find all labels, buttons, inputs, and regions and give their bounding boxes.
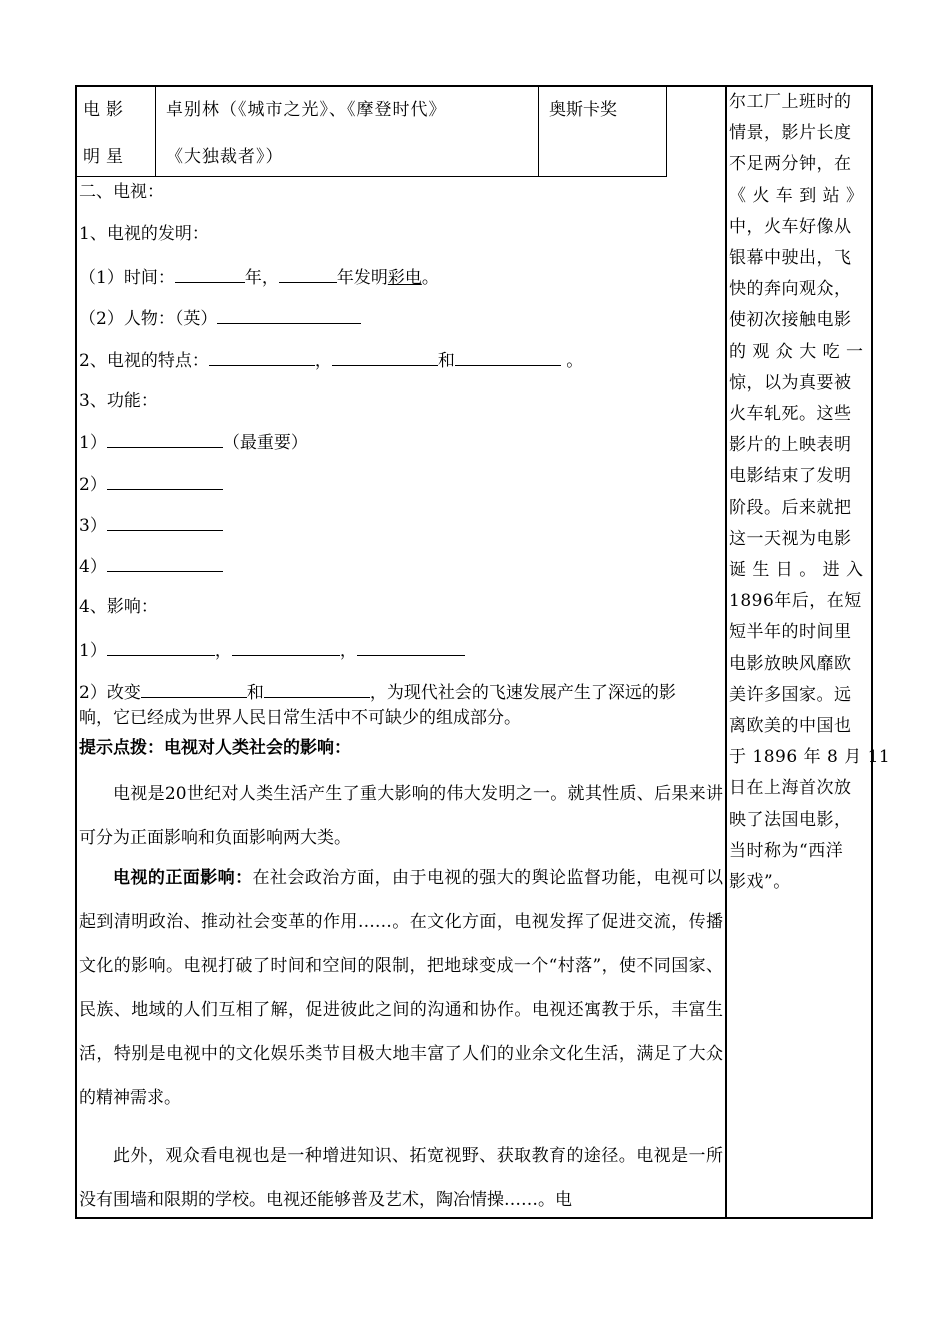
end-period: 。: [560, 351, 584, 371]
inf2-blank-2[interactable]: [264, 679, 370, 698]
func3-prefix: 3）: [79, 516, 107, 536]
and-word: 和: [437, 351, 455, 371]
sidebar-line: 惊，以为真要被: [729, 372, 852, 393]
sidebar-line: 影戏”。: [729, 872, 791, 893]
sidebar-line: 银幕中驶出，飞: [729, 248, 852, 269]
sidebar-line: 日在上海首次放: [729, 778, 852, 799]
influence-title: 4、影响：: [79, 597, 158, 617]
time-blank-2[interactable]: [279, 264, 337, 283]
comma: ，: [339, 641, 357, 661]
section-title: 二、电视：: [79, 182, 164, 202]
paragraph-1: 电视是20世纪对人类生活产生了重大影响的伟大发明之一。就其性质、后果来讲可分为正面影响和负面影响两大类。: [79, 784, 723, 848]
function-3: [79, 512, 223, 538]
person-line-1: 卓别林（《城市之光》、《摩登时代》: [166, 100, 447, 120]
person-line-2: 《大独裁者》）: [166, 147, 284, 167]
function-2: [79, 471, 223, 497]
func2-blank[interactable]: [107, 471, 223, 490]
invention-title: 1、电视的发明：: [79, 224, 209, 244]
feature-blank-3[interactable]: [455, 347, 561, 366]
features-label: 2、电视的特点：: [79, 351, 209, 371]
influence-2-continued: 响，它已经成为世界人民日常生活中不可缺少的组成部分。: [79, 708, 521, 728]
invention-time-line: [79, 264, 439, 290]
sidebar-line: 美许多国家。远: [729, 684, 852, 705]
inf2-blank-1[interactable]: [141, 679, 247, 698]
and-word: 和: [246, 683, 264, 703]
time-label: （1）时间：: [79, 268, 175, 288]
feature-blank-1[interactable]: [209, 347, 315, 366]
func1-blank[interactable]: [107, 429, 223, 448]
paragraph-2: [79, 856, 723, 1120]
time-year: 年，: [244, 268, 279, 288]
influence-2: [79, 679, 676, 705]
person-blank[interactable]: [217, 305, 361, 324]
sidebar-line: 当时称为“西洋: [729, 840, 844, 861]
sidebar-line: 离欧美的中国也: [729, 716, 852, 737]
color-tv-word: 彩电: [387, 268, 422, 288]
table-award-cell: 奥斯卡奖: [539, 87, 667, 177]
functions-title: 3、功能：: [79, 391, 158, 411]
sidebar-line: 情景，影片长度: [729, 123, 852, 144]
influence-1: [79, 637, 465, 663]
tip-title: 提示点拨：电视对人类社会的影响：: [79, 738, 351, 758]
column-divider: [725, 85, 727, 1219]
inf1-blank-1[interactable]: [107, 637, 215, 656]
sidebar-line: 映了法国电影，: [729, 809, 852, 830]
comma: ，: [214, 641, 232, 661]
person-label: （2）人物：（英）: [79, 309, 218, 329]
table-row-label: 电影明星: [77, 87, 156, 177]
inf1-prefix: 1）: [79, 641, 107, 661]
inf1-blank-3[interactable]: [357, 637, 465, 656]
sidebar-notes: [729, 87, 891, 898]
film-star-table: [77, 87, 667, 179]
sidebar-line: 这一天视为电影: [729, 528, 852, 549]
period: 。: [421, 268, 439, 288]
sidebar-line: 于 1896 年 8 月 11: [729, 747, 891, 768]
feature-blank-2[interactable]: [332, 347, 438, 366]
comma: ，: [314, 351, 332, 371]
sidebar-line: 不足两分钟，在: [729, 154, 852, 175]
sidebar-line: 使初次接触电影: [729, 310, 852, 331]
sidebar-line: 短半年的时间里: [729, 622, 852, 643]
sidebar-line: 影片的上映表明: [729, 435, 852, 456]
sidebar-line: 电影结束了发明: [729, 466, 852, 487]
features-line: [79, 347, 583, 373]
func3-blank[interactable]: [107, 512, 223, 531]
invention-person-line: [79, 305, 361, 331]
paragraph-3: 此外，观众看电视也是一种增进知识、拓宽视野、获取教育的途径。电视是一所没有围墙和限期的学校。电视还能够普及艺术，陶冶情操……。电: [79, 1146, 723, 1210]
paragraph-2-text: 在社会政治方面，由于电视的强大的舆论监督功能，电视可以起到清明政治、推动社会变革的作用……。在文化方面，电视发挥了促进交流，传播文化的影响。电视打破了时间和空间的限制，把地球变成一个“村落”，使不同国家、民族、地域的人们互相了解，促进彼此之间的沟通和协作。电视还寓教于乐，丰富生活，特别是电视中的文化娱乐类节目极大地丰富了人们的业余文化生活，满足了大众的精神需求。: [79, 868, 724, 1108]
inf2-tail: ，为现代社会的飞速发展产生了深远的影: [369, 683, 676, 703]
table-person-cell: [156, 87, 539, 177]
func4-blank[interactable]: [107, 553, 223, 572]
func2-prefix: 2）: [79, 475, 107, 495]
function-4: [79, 553, 223, 579]
func4-prefix: 4）: [79, 557, 107, 577]
time-blank-1[interactable]: [175, 264, 245, 283]
func1-note: （最重要）: [222, 433, 308, 453]
sidebar-line: 阶段。后来就把: [729, 497, 852, 518]
inf1-blank-2[interactable]: [232, 637, 340, 656]
inf2-prefix: 2）改变: [79, 683, 141, 703]
function-1: [79, 429, 308, 455]
sidebar-line: 火车轧死。这些: [729, 404, 852, 425]
sidebar-line: 《 火 车 到 站 》: [729, 185, 864, 206]
paragraph-2-bold: 电视的正面影响：: [113, 868, 253, 888]
func1-prefix: 1）: [79, 433, 107, 453]
sidebar-line: 中，火车好像从: [729, 216, 852, 237]
sidebar-line: 快的奔向观众，: [729, 279, 852, 300]
time-color-tv: 年发明: [336, 268, 388, 288]
sidebar-line: 电影放映风靡欧: [729, 653, 852, 674]
sidebar-line: 的 观 众 大 吃 一: [729, 341, 864, 362]
sidebar-line: 1896年后，在短: [729, 591, 862, 612]
sidebar-line: 尔工厂上班时的: [729, 92, 852, 112]
sidebar-line: 诞 生 日 。 进 入: [729, 560, 864, 581]
